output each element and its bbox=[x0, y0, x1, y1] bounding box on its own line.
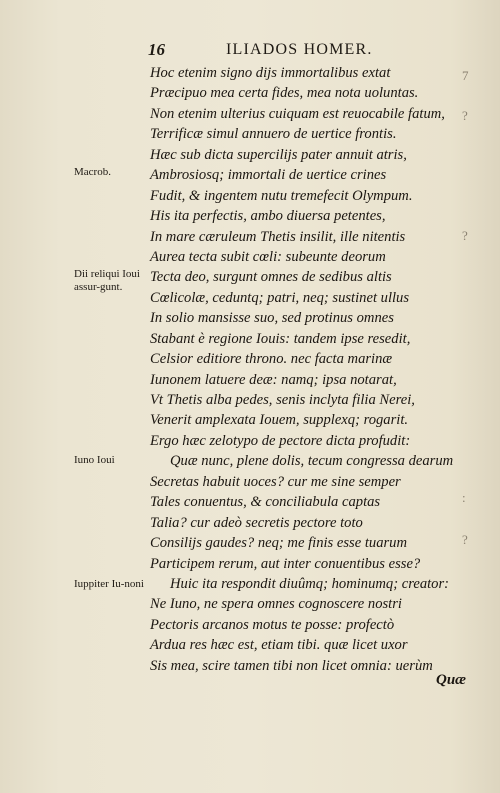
verse-line: Venerit amplexata Iouem, supplexq; rogarit. bbox=[150, 412, 409, 429]
verse-line: Hoc etenim signo dijs immortalibus extat bbox=[150, 65, 391, 81]
verse-line: Ne Iuno, ne spera omnes cognoscere nostri bbox=[150, 596, 402, 613]
catchword: Quæ bbox=[436, 672, 467, 688]
page-number: 16 bbox=[148, 40, 165, 59]
verse-line: Consilijs gaudes? neq; me finis esse tuarum bbox=[150, 535, 408, 552]
show-through-mark: : bbox=[462, 490, 466, 505]
verse-line: Talia? cur adeò secretis pectore toto bbox=[150, 514, 363, 531]
verse-line: His ita perfectis, ambo diuersa petentes, bbox=[150, 208, 386, 225]
verse-block bbox=[150, 63, 470, 676]
verse-line: Ergo hæc zelotypo de pectore dicta profudit: bbox=[150, 432, 411, 449]
verse-line: Iunonem latuere deæ: namq; ipsa notarat, bbox=[150, 371, 397, 388]
verse-line: Secretas habuit uoces? cur me sine semper bbox=[150, 473, 401, 490]
show-through-mark: ? bbox=[462, 108, 468, 123]
verse-line: Terrificæ simul annuero de uertice frontis. bbox=[150, 126, 397, 143]
verse-line: Sis mea, scire tamen tibi non licet omnia: uerùm bbox=[150, 657, 433, 674]
verse-line: In mare cæruleum Thetis insilit, ille nitentis bbox=[150, 228, 406, 245]
verse-line: Ardua res hæc est, etiam tibi. quæ licet uxor bbox=[150, 637, 408, 654]
verse-line: Ambrosiosq; immortali de uertice crines bbox=[150, 167, 387, 184]
verse-line: Hæc sub dicta supercilijs pater annuit atris, bbox=[150, 146, 407, 163]
verse-line: Fudit, & ingentem nutu tremefecit Olympum. bbox=[150, 187, 413, 204]
verse-line: Participem rerum, aut inter conuentibus esse? bbox=[150, 555, 421, 572]
verse-line: Celsior editiore throno. nec facta marinæ bbox=[150, 351, 393, 368]
running-title: ILIADOS HOMER. bbox=[226, 41, 373, 58]
page-header bbox=[148, 40, 418, 64]
marginal-note: Macrob. bbox=[74, 166, 111, 178]
verse-line: Tales conuentus, & conciliabula captas bbox=[150, 494, 381, 511]
marginal-note: Iuno Ioui bbox=[74, 454, 115, 466]
show-through-mark: 7 bbox=[462, 68, 469, 83]
verse-line: Pectoris arcanos motus te posse: profectò bbox=[150, 616, 395, 633]
verse-line: Præcipuo mea certa fides, mea nota uoluntas. bbox=[150, 85, 419, 102]
verse-line: Non etenim ulterius cuiquam est reuocabile fatum, bbox=[150, 105, 445, 122]
show-through-mark: ? bbox=[462, 228, 468, 243]
marginal-note: Iuppiter Iu-noni bbox=[74, 578, 144, 590]
marginal-note: Dii reliqui Ioui assur-gunt. bbox=[74, 268, 140, 293]
verse-line: Cœlicolæ, ceduntq; patri, neq; sustinet ullus bbox=[150, 289, 410, 306]
verse-line: Tecta deo, surgunt omnes de sedibus altis bbox=[150, 269, 392, 286]
verse-line: Aurea tecta subit cœli: subeunte deorum bbox=[150, 248, 386, 265]
show-through-mark: ? bbox=[462, 532, 468, 547]
verse-line: In solio mansisse suo, sed protinus omnes bbox=[150, 310, 394, 327]
verse-line: Huic ita respondit diuûmq; hominumq; creator: bbox=[170, 575, 450, 592]
verse-line: Quæ nunc, plene dolis, tecum congressa dearum bbox=[170, 453, 454, 470]
verse-line: Stabant è regione Iouis: tandem ipse resedit, bbox=[150, 330, 411, 347]
verse-line: Vt Thetis alba pedes, senis inclyta filia Nerei, bbox=[150, 392, 415, 408]
